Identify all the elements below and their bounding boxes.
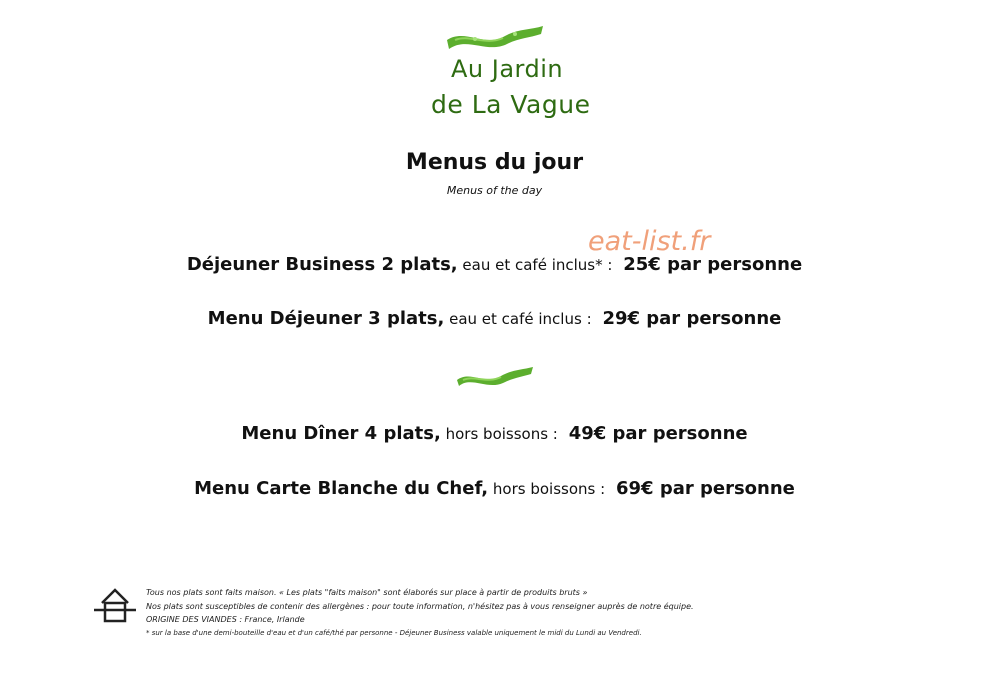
menu-description: eau et café inclus* : (457, 256, 613, 274)
menu-item-carte-blanche (0, 478, 989, 499)
menu-item-dejeuner (0, 308, 989, 329)
menu-description: hors boissons : (440, 425, 558, 443)
footer-line-footnote: * sur la base d'une demi-bouteille d'eau et d'un café/thé par personne - Déjeuner Business valable uniquement le midi du Lundi au Vendredi. (146, 628, 642, 637)
menu-description: eau et café inclus : (444, 310, 592, 328)
menu-price: 25€ par personne (623, 254, 803, 275)
watermark: eat-list.fr (588, 226, 711, 257)
footer-line-meat-origin: ORIGINE DES VIANDES : France, Irlande (146, 615, 305, 625)
footer-notes (146, 586, 694, 640)
leaf-wave-logo-icon (445, 22, 545, 52)
menu-price: 69€ par personne (615, 478, 795, 499)
logo-line-1: Au Jardin (451, 55, 564, 83)
fait-maison-house-icon (94, 587, 136, 625)
leaf-divider-icon (455, 364, 535, 388)
menu-description: hors boissons : (488, 480, 606, 498)
menu-name: Menu Dîner 4 plats, (241, 423, 441, 444)
logo-line-2: de La Vague (431, 90, 591, 119)
page-subtitle: Menus of the day (446, 184, 543, 197)
menu-name: Déjeuner Business 2 plats, (186, 254, 458, 275)
menu-item-diner (0, 423, 989, 444)
menu-name: Menu Carte Blanche du Chef, (194, 478, 489, 499)
menu-name: Menu Déjeuner 3 plats, (207, 308, 445, 329)
page-title: Menus du jour (405, 150, 584, 175)
menu-price: 49€ par personne (568, 423, 748, 444)
footer-line-allergens: Nos plats sont susceptibles de contenir des allergènes : pour toute information, n'hésitez pas à vous renseigner auprès de notre équipe. (146, 601, 694, 611)
menu-price: 29€ par personne (602, 308, 782, 329)
menu-item-business (0, 254, 989, 275)
restaurant-logo (425, 22, 591, 132)
footer-line-homemade: Tous nos plats sont faits maison. « Les plats "faits maison" sont élaborés sur place à partir de produits bruts » (146, 588, 588, 597)
